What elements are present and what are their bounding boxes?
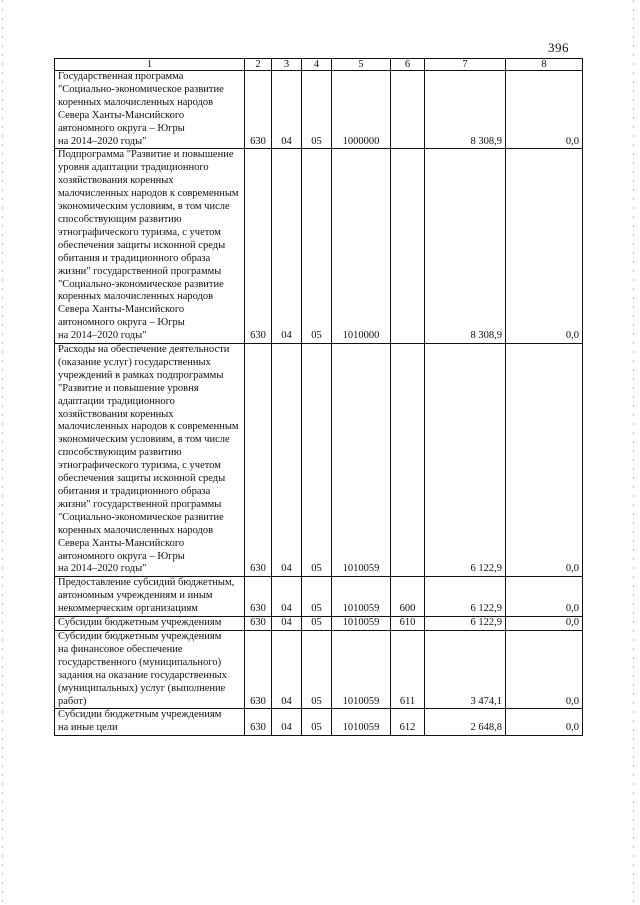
cell-amount-2: 0,0 bbox=[506, 617, 583, 631]
col-header: 8 bbox=[506, 59, 583, 71]
col-header: 3 bbox=[272, 59, 302, 71]
cell-ministry: 630 bbox=[245, 617, 272, 631]
cell-expense-type bbox=[391, 71, 425, 149]
cell-ministry: 630 bbox=[245, 630, 272, 708]
cell-target-article: 1000000 bbox=[332, 71, 391, 149]
cell-section: 04 bbox=[272, 709, 302, 736]
cell-expense-type: 610 bbox=[391, 617, 425, 631]
description-line: Подпрограмма "Развитие и повышение bbox=[58, 149, 234, 161]
cell-ministry: 630 bbox=[245, 344, 272, 577]
description-line: "Социально-экономическое развитие bbox=[58, 83, 224, 95]
cell-amount: 6 122,9 bbox=[425, 344, 506, 577]
table-row bbox=[55, 577, 583, 617]
table-row bbox=[55, 149, 583, 344]
description-line: обитания и традиционного образа bbox=[58, 252, 211, 264]
description-line: Субсидии бюджетным учреждениям bbox=[58, 617, 222, 629]
description-line: Субсидии бюджетным учреждениям bbox=[58, 709, 222, 721]
description-line: жизни" государственной программы bbox=[58, 265, 222, 277]
table-row bbox=[55, 630, 583, 708]
cell-subsection: 05 bbox=[302, 577, 332, 617]
cell-section: 04 bbox=[272, 577, 302, 617]
col-header: 5 bbox=[332, 59, 391, 71]
description-line: этнографического туризма, с учетом bbox=[58, 460, 221, 472]
col-header: 6 bbox=[391, 59, 425, 71]
cell-amount-2: 0,0 bbox=[506, 149, 583, 344]
description-line: автономного округа – Югры bbox=[58, 550, 185, 562]
description-line: малочисленных народов к современным bbox=[58, 188, 239, 200]
description-line: способствующим развитию bbox=[58, 213, 182, 225]
scan-edge-right bbox=[633, 0, 634, 905]
description-line: "Социально-экономическое развитие bbox=[58, 278, 224, 290]
table-row bbox=[55, 71, 583, 149]
cell-amount: 8 308,9 bbox=[425, 71, 506, 149]
table-row bbox=[55, 617, 583, 631]
cell-amount: 2 648,8 bbox=[425, 709, 506, 736]
col-header: 4 bbox=[302, 59, 332, 71]
description-line: Севера Ханты-Мансийского bbox=[58, 537, 185, 549]
description-line: малочисленных народов к современным bbox=[58, 421, 239, 433]
cell-expense-type: 612 bbox=[391, 709, 425, 736]
cell-amount-2: 0,0 bbox=[506, 630, 583, 708]
col-header: 1 bbox=[55, 59, 245, 71]
description-line: уровня адаптации традиционного bbox=[58, 162, 209, 174]
description-line: задания на оказание государственных bbox=[58, 669, 227, 681]
description-line: способствующим развитию bbox=[58, 447, 182, 459]
cell-subsection: 05 bbox=[302, 149, 332, 344]
cell-amount: 3 474,1 bbox=[425, 630, 506, 708]
description-line: на 2014–2020 годы" bbox=[58, 563, 147, 575]
table-body bbox=[55, 71, 583, 736]
cell-expense-type bbox=[391, 149, 425, 344]
description-line: адаптации традиционного bbox=[58, 395, 175, 407]
row-description bbox=[55, 630, 245, 708]
description-line: жизни" государственной программы bbox=[58, 498, 222, 510]
description-line: на иные цели bbox=[58, 722, 118, 734]
description-line: коренных малочисленных народов bbox=[58, 291, 214, 303]
cell-section: 04 bbox=[272, 344, 302, 577]
description-line: автономного округа – Югры bbox=[58, 317, 185, 329]
page-number: 396 bbox=[548, 40, 569, 55]
cell-ministry: 630 bbox=[245, 71, 272, 149]
row-description bbox=[55, 617, 245, 631]
description-line: Государственная программа bbox=[58, 71, 184, 82]
description-line: (оказание услуг) государственных bbox=[58, 356, 211, 368]
description-line: Севера Ханты-Мансийского bbox=[58, 109, 185, 121]
scan-edge-left bbox=[2, 0, 3, 905]
description-line: на финансовое обеспечение bbox=[58, 643, 183, 655]
cell-amount-2: 0,0 bbox=[506, 577, 583, 617]
description-line: обеспечения защиты исконной среды bbox=[58, 239, 226, 251]
table-row bbox=[55, 344, 583, 577]
description-line: Предоставление субсидий бюджетным, bbox=[58, 577, 235, 589]
row-description bbox=[55, 709, 245, 736]
description-line: Севера Ханты-Мансийского bbox=[58, 304, 185, 316]
description-line: государственного (муниципального) bbox=[58, 656, 222, 668]
cell-ministry: 630 bbox=[245, 709, 272, 736]
header-row bbox=[55, 59, 583, 71]
col-header: 7 bbox=[425, 59, 506, 71]
cell-section: 04 bbox=[272, 71, 302, 149]
budget-table bbox=[54, 58, 583, 736]
cell-target-article: 1010059 bbox=[332, 344, 391, 577]
description-line: автономным учреждениям и иным bbox=[58, 590, 213, 602]
description-line: обеспечения защиты исконной среды bbox=[58, 473, 226, 485]
description-line: автономного округа – Югры bbox=[58, 122, 185, 134]
cell-target-article: 1010059 bbox=[332, 630, 391, 708]
description-line: (муниципальных) услуг (выполнение bbox=[58, 682, 226, 694]
description-line: экономическим условиям, в том числе bbox=[58, 434, 230, 446]
description-line: на 2014–2020 годы" bbox=[58, 330, 147, 342]
cell-subsection: 05 bbox=[302, 709, 332, 736]
cell-expense-type: 600 bbox=[391, 577, 425, 617]
cell-ministry: 630 bbox=[245, 149, 272, 344]
description-line: хозяйствования коренных bbox=[58, 408, 174, 420]
description-line: "Социально-экономическое развитие bbox=[58, 511, 224, 523]
col-header: 2 bbox=[245, 59, 272, 71]
cell-target-article: 1010059 bbox=[332, 617, 391, 631]
description-line: учреждений в рамках подпрограммы bbox=[58, 369, 224, 381]
cell-expense-type: 611 bbox=[391, 630, 425, 708]
cell-amount: 6 122,9 bbox=[425, 617, 506, 631]
description-line: коренных малочисленных народов bbox=[58, 524, 214, 536]
cell-subsection: 05 bbox=[302, 71, 332, 149]
description-line: Расходы на обеспечение деятельности bbox=[58, 344, 230, 356]
cell-amount-2: 0,0 bbox=[506, 709, 583, 736]
description-line: некоммерческим организациям bbox=[58, 603, 198, 615]
table-row bbox=[55, 709, 583, 736]
description-line: Субсидии бюджетным учреждениям bbox=[58, 630, 222, 642]
cell-section: 04 bbox=[272, 149, 302, 344]
cell-amount: 8 308,9 bbox=[425, 149, 506, 344]
cell-target-article: 1010059 bbox=[332, 709, 391, 736]
cell-ministry: 630 bbox=[245, 577, 272, 617]
description-line: "Развитие и повышение уровня bbox=[58, 382, 199, 394]
row-description bbox=[55, 577, 245, 617]
row-description bbox=[55, 344, 245, 577]
description-line: хозяйствования коренных bbox=[58, 175, 174, 187]
cell-section: 04 bbox=[272, 617, 302, 631]
cell-target-article: 1010059 bbox=[332, 577, 391, 617]
cell-target-article: 1010000 bbox=[332, 149, 391, 344]
cell-subsection: 05 bbox=[302, 630, 332, 708]
cell-expense-type bbox=[391, 344, 425, 577]
cell-amount-2: 0,0 bbox=[506, 344, 583, 577]
description-line: обитания и традиционного образа bbox=[58, 486, 211, 497]
cell-subsection: 05 bbox=[302, 617, 332, 631]
description-line: работ) bbox=[58, 695, 87, 707]
description-line: на 2014–2020 годы" bbox=[58, 135, 147, 147]
row-description bbox=[55, 149, 245, 344]
cell-amount: 6 122,9 bbox=[425, 577, 506, 617]
cell-amount-2: 0,0 bbox=[506, 71, 583, 149]
cell-subsection: 05 bbox=[302, 344, 332, 577]
cell-section: 04 bbox=[272, 630, 302, 708]
description-line: этнографического туризма, с учетом bbox=[58, 226, 221, 238]
row-description bbox=[55, 71, 245, 149]
description-line: экономическим условиям, в том числе bbox=[58, 201, 230, 213]
description-line: коренных малочисленных народов bbox=[58, 96, 214, 108]
